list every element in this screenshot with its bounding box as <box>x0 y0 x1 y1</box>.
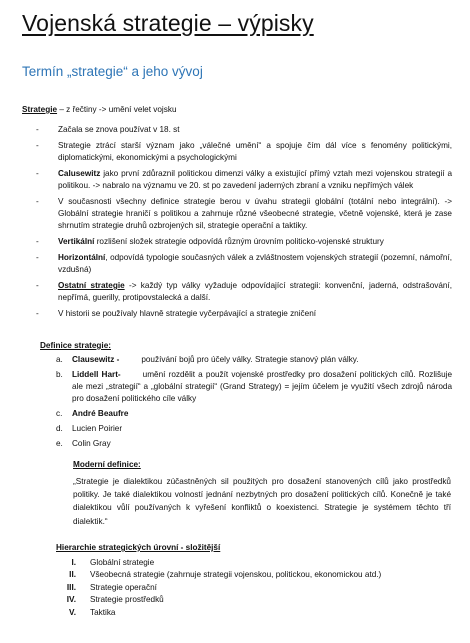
dash-marker: - <box>36 197 39 206</box>
roman-numeral: I. <box>71 558 76 567</box>
hierarchy-label: Strategie prostředků <box>90 595 164 605</box>
definition-author: Colin Gray <box>72 439 111 448</box>
bullet-bold: Vertikální <box>58 237 95 246</box>
list-item <box>22 196 452 232</box>
list-item <box>22 236 452 248</box>
intro-text: – z řečtiny -> umění velet vojsku <box>57 105 177 114</box>
page-title: Vojenská strategie – výpisky <box>22 10 314 36</box>
bullet-text: , odpovídá typologie současných válek a zvláštnostem vojenských strategií (pozemní, námořní, vzdušná) <box>58 253 452 274</box>
intro-term: Strategie <box>22 105 58 114</box>
list-marker: c. <box>56 409 63 418</box>
list-item <box>40 369 452 405</box>
dash-marker: - <box>36 253 39 262</box>
list-marker: d. <box>56 424 63 433</box>
list-marker: b. <box>56 370 63 379</box>
bullet-text: rozlišení složek strategie odpovídá různým úrovním politicko-vojenské struktury <box>94 237 384 246</box>
list-item <box>40 582 460 594</box>
list-item <box>40 354 452 366</box>
bullet-text: -> každý typ války vyžaduje odpovídající strategii: konvenční, jaderná, odstrašování, nepřímá, guerilly, protipovstalecká a další. <box>58 281 453 302</box>
list-item <box>22 252 452 276</box>
definition-text: používání bojů pro účely války. Strategie stanový plán války. <box>141 355 359 364</box>
bullet-bold: Horizontální <box>58 253 106 262</box>
list-item <box>22 140 452 164</box>
roman-numeral: IV. <box>66 595 76 605</box>
dash-marker: - <box>36 309 39 318</box>
modern-definition-heading: Moderní definice: <box>73 460 141 469</box>
roman-numeral: II. <box>69 570 76 580</box>
hierarchy-label: Globální strategie <box>90 558 155 567</box>
hierarchy-heading: Hierarchie strategických úrovní - složitější <box>56 543 221 552</box>
dash-marker: - <box>36 237 39 246</box>
bullet-text: jako první zdůraznil politickou dimenzi války a existující přímý vztah mezi vojenskou strategií a politikou. -> nabralo na významu ve 20. st po zavedení jaderných zbraní a vzniku nepřímých válek <box>58 169 452 190</box>
bullet-list <box>22 124 452 324</box>
definition-author: Lucien Poirier <box>72 424 123 433</box>
hierarchy-label: Všeobecná strategie (zahrnuje strategii vojenskou, politickou, ekonomickou atd.) <box>90 570 382 580</box>
definition-author: Clausewitz - <box>72 355 120 364</box>
list-item <box>40 557 460 569</box>
list-item <box>22 168 452 192</box>
hierarchy-label: Taktika <box>90 607 116 617</box>
roman-numeral: V. <box>69 607 76 617</box>
dash-marker: - <box>36 125 39 134</box>
list-item <box>22 308 452 320</box>
roman-numeral: III. <box>66 582 76 592</box>
section-heading: Termín „strategie“ a jeho vývoj <box>22 64 203 79</box>
list-item <box>40 438 452 450</box>
bullet-text: Strategie ztrácí starší význam jako „válečné umění“ a spojuje čím dál více s fenomény politickými, diplomatickými, ekonomickými a psychologickými <box>58 141 452 162</box>
list-marker: e. <box>56 439 63 448</box>
list-item <box>40 408 452 420</box>
bullet-bold: Ostatní strategie <box>58 281 125 290</box>
bullet-bold: Calusewitz <box>58 169 101 178</box>
list-marker: a. <box>56 355 63 364</box>
hierarchy-list <box>40 557 460 619</box>
intro-line <box>22 105 177 114</box>
hierarchy-label: Strategie operační <box>90 582 157 592</box>
definition-text: umění rozdělit a použít vojenské prostředky pro dosažení politických cílů. Rozlišuje ale mezi „strategií“ a „globální strategií“ (Grand Strategy) = jejím účelem je využití všech zdrojů národa pro dosažení politického cíle války <box>72 370 453 403</box>
list-item <box>22 280 452 304</box>
bullet-text: Začala se znova používat v 18. st <box>58 125 180 134</box>
dash-marker: - <box>36 281 39 290</box>
list-item <box>40 569 460 581</box>
modern-definition-quote: „Strategie je dialektikou zúčastněných sil použitých pro dosažení stanovených cílů jako prostředků politiky. Je také dialektikou volností jednání nezbytných pro dosažení politických cílů. Konečně je také dialektikou vůlí používaných k vyřešení konfliktů o koexistenci. Strategie je systémem těchto tří dialektik.“ <box>73 477 451 526</box>
list-item <box>40 594 460 606</box>
definitions-list <box>40 354 452 453</box>
list-item <box>40 423 452 435</box>
bullet-text: V současnosti všechny definice strategie berou v úvahu strategii globální (totální nebo integrální). -> Globální strategie hraničí s politikou a zahrnuje různé všeobecné strategie, včetně vojenské, která je zase shrnutím strategie druhů ozbrojených sil, strategie operační a taktiky. <box>58 197 452 230</box>
bullet-text: V historii se používaly hlavně strategie vyčerpávající a strategie zničení <box>58 309 317 318</box>
definitions-heading: Definice strategie: <box>40 341 111 350</box>
list-item <box>40 607 460 619</box>
dash-marker: - <box>36 141 39 150</box>
list-item <box>22 124 452 136</box>
definition-author: André Beaufre <box>72 409 129 418</box>
dash-marker: - <box>36 169 39 178</box>
definition-author: Liddell Hart- <box>72 370 121 379</box>
